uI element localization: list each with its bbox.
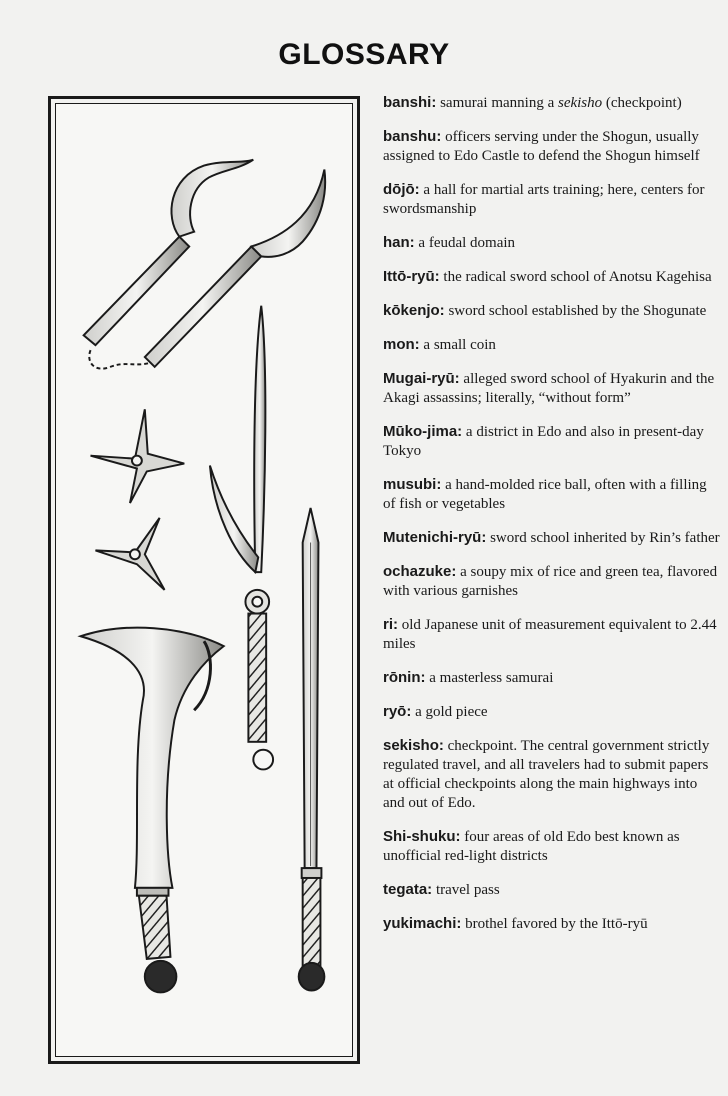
glossary-entry [383,528,721,548]
glossary-definition: a soupy mix of rice and green tea, flavored with various garnishes [383,564,718,599]
glossary-entry [383,233,721,253]
glossary-definition: a feudal domain [418,235,516,251]
glossary-term: banshi: [383,94,437,111]
glossary-entry [383,422,721,461]
glossary-term: tegata: [383,881,433,898]
glossary-term: mon: [383,336,420,353]
glossary-term: musubi: [383,476,442,493]
glossary-definition: sword school inherited by Rin’s father [490,530,720,546]
glossary-definition: a gold piece [415,704,488,720]
glossary-entry [383,615,721,654]
glossary-definition: checkpoint. The central government strictly regulated travel, and all travelers had to submit papers at official checkpoints along the main highways into and out of Edo. [383,738,710,811]
glossary-definition: (checkpoint) [602,95,682,111]
glossary-definition: alleged sword school of Hyakurin and the Akagi assassins; literally, “without form” [383,371,715,406]
glossary-term: yukimachi: [383,915,462,932]
glossary-term: Mugai-ryū: [383,370,460,387]
glossary-entry [383,736,721,813]
glossary-term: banshu: [383,128,442,145]
glossary-definition: brothel favored by the Ittō-ryū [465,916,648,932]
glossary-definition: samurai manning a [440,95,558,111]
glossary-term: han: [383,234,415,251]
glossary-term: kōkenjo: [383,302,445,319]
glossary-entry [383,93,721,113]
glossary-term: Ittō-ryū: [383,268,440,285]
glossary-entry [383,562,721,601]
glossary-entry [383,668,721,688]
glossary-definition: travel pass [435,882,500,898]
glossary-definition: four areas of old Edo best known as unofficial red-light districts [383,829,680,864]
glossary-definition: a small coin [423,337,496,353]
glossary-definition: a hall for martial arts training; here, centers for swordsmanship [383,182,705,217]
glossary-entry [383,914,721,934]
glossary-entry [383,702,721,722]
glossary-definition: a hand-molded rice ball, often with a filling of fish or vegetables [383,477,707,512]
weapons-illustration [55,103,353,1057]
hooked-blade-icon [81,628,224,993]
forked-sword-icon [210,306,273,770]
glossary-definition: old Japanese unit of measurement equivalent to 2.44 miles [383,617,717,652]
straight-sword-icon [299,508,325,990]
page-title: GLOSSARY [278,38,450,71]
glossary-definition: a masterless samurai [429,670,554,686]
glossary-definition: sword school established by the Shogunate [448,303,707,319]
glossary-term: Mutenichi-ryū: [383,529,487,546]
glossary-definition: the radical sword school of Anotsu Kagehisa [443,269,712,285]
glossary-list [383,93,721,934]
glossary-term: Shi-shuku: [383,828,461,845]
glossary-definition: a district in Edo and also in present-day Tokyo [383,424,704,459]
glossary-term: ochazuke: [383,563,457,580]
glossary-term: Mūko-jima: [383,423,463,440]
glossary-entry [383,267,721,287]
glossary-entry [383,369,721,408]
glossary-entry [383,335,721,355]
glossary-term: ryō: [383,703,412,720]
glossary-definition: officers serving under the Shogun, usually assigned to Edo Castle to defend the Shogun himself [383,129,700,164]
weapons-drawing [56,104,352,1056]
glossary-term: ri: [383,616,398,633]
glossary-entry [383,475,721,514]
shuriken-icon [95,518,164,590]
glossary-entry [383,180,721,219]
glossary-definition-emphasis: sekisho [557,95,603,111]
glossary-term: dōjō: [383,181,420,198]
glossary-term: rōnin: [383,669,426,686]
sickle-pair-icon [84,160,326,369]
illustration-frame [48,96,360,1064]
glossary-entry [383,827,721,866]
glossary-entry [383,301,721,321]
shuriken-icon [91,409,185,503]
glossary-term: sekisho: [383,737,444,754]
glossary-entry [383,880,721,900]
glossary-entry [383,127,721,166]
